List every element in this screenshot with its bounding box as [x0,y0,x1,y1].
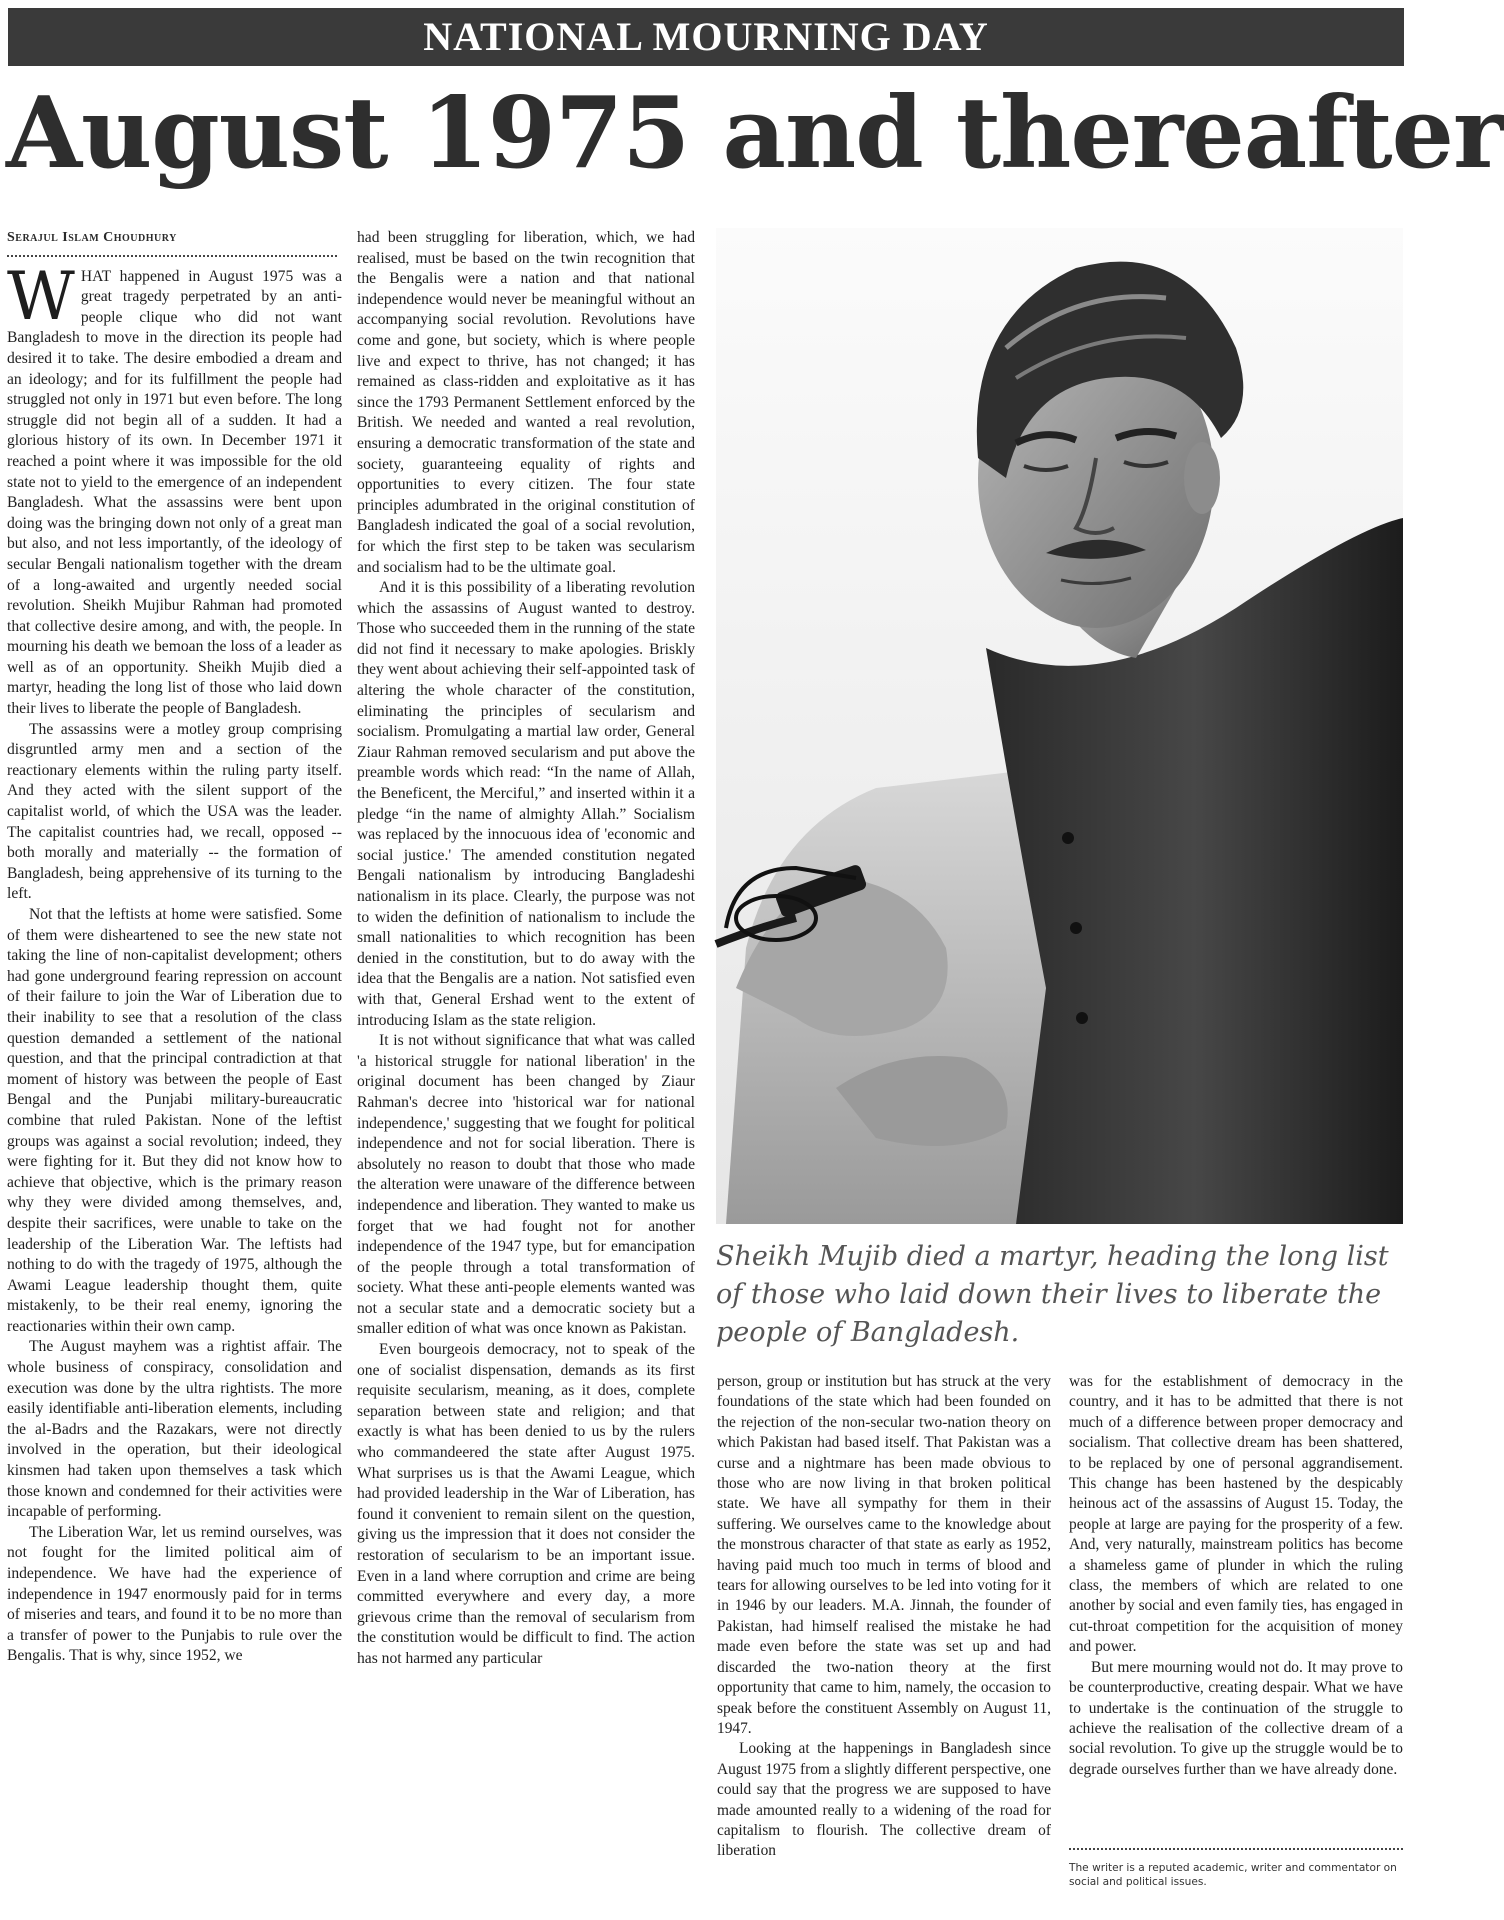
paragraph [7,257,342,720]
article-column-4 [1069,1372,1403,1778]
footnote-divider [1069,1846,1403,1850]
paragraph: Looking at the happenings in Bangladesh since August 1975 from a slightly different perspective, one could say that the progress we are supposed to have made amounted really to a widening of the road for capitalism to flourish. The collective dream of liberation [717,1740,1051,1860]
paragraph: Not that the leftists at home were satisfied. Some of them were disheartened to see the new state not taking the line of non-capitalist development; others had gone underground fearing repression on account of their failure to join the War of Liberation due to their inability to see that a resolution of the class question demanded a settlement of the national question, and that the principal contradiction at that moment of history was between the people of East Bengal and the Punjabi military-bureaucratic combine that ruled Pakistan. None of the leftist groups was against a social revolution; indeed, they were fighting for it. But they did not know how to achieve that objective, which is the primary reason why they were divided among themselves, and, despite their sacrifices, were unable to take on the leadership of the Liberation War. The leftists had nothing to do with the tragedy of 1975, although the Awami League leadership thought them, quite mistakenly, to be their real enemy, ignoring the reactionaries within their own camp. [7,906,342,1335]
drop-cap: W [7,257,75,335]
article-column-3 [717,1372,1051,1860]
paragraph-text: HAT happened in August 1975 was a great tragedy perpetrated by an anti-people clique who did not want Bangladesh to move in the direction its people had desired it to take. The desire embodied a dream and an ideology; and for its fulfillment the people had struggled not only in 1971 but even before. The long struggle did not begin all of a sudden. It had a glorious history of its own. In December 1971 it reached a point where it was impossible for the old state not to yield to the emergence of an independent Bangladesh. What the assassins were bent upon doing was the bringing down not only of a great man but also, and not less importantly, of the ideology of secular Bengali nationalism together with the dream of a long-awaited and urgently needed social revolution. Sheikh Mujibur Rahman had promoted that collective desire among, and with, the people. In mourning his death we bemoan the loss of a leader as well as of an opportunity. Sheikh Mujib died a martyr, heading the long list of those who laid down their lives to liberate the people of Bangladesh. [7,267,342,718]
paragraph: Even bourgeois democracy, not to speak of the one of socialist dispensation, demands as its first requisite secularism, meaning, as it does, complete separation between state and religion; and that exactly is what has been denied to us by the rulers who commandeered the state after August 1975. What surprises us is that the Awami League, which had provided leadership in the War of Liberation, has found it convenient to remain silent on the question, giving us the impression that it does not consider the restoration of secularism to be an important issue. Even in a land where corruption and crime are being committed everywhere and every day, a more grievous crime than the removal of secularism from the constitution would be difficult to find. The action has not harmed any particular [357,1341,695,1667]
portrait-illustration [716,228,1403,1224]
pull-quote: Sheikh Mujib died a martyr, heading the long list of those who laid down their lives to liberate the people of Bangladesh. [716,1241,1389,1348]
paragraph: And it is this possibility of a liberating revolution which the assassins of August wanted to destroy. Those who succeeded them in the running of the state did not find it necessary to make apologies. Briskly they went about achieving their self-appointed task of altering the whole character of the constitution, eliminating the principles of secularism and socialism. Promulgating a martial law order, General Ziaur Rahman removed secularism and put above the preamble words which read: “In the name of Allah, the Beneficent, the Merciful,” and inserted within it a pledge “in the name of almighty Allah.” Socialism was replaced by the innocuous idea of 'economic and social justice.' The amended constitution negated Bengali nationalism by introducing Bangladeshi nationalism in its place. Clearly, the purpose was not to widen the definition of nationalism to include the small nationalities to which recognition has been denied in the constitution, but to do away with the idea that the Bengalis are a nation. Not satisfied even with that, General Ershad went to the extent of introducing Islam as the state religion. [357,579,695,1029]
paragraph: person, group or institution but has struck at the very foundations of the state which had been founded on the rejection of the non-secular two-nation theory on which Pakistan had based itself. That Pakistan was a curse and a nightmare has been made obvious to those who are now living in that broken political state. We have all sympathy for them in their suffering. We ourselves came to the knowledge about the monstrous character of that state as early as 1952, having paid much too much in terms of blood and tears for allowing ourselves to be led into voting for it in 1946 by our leaders. M.A. Jinnah, the founder of Pakistan, had himself realised the mistake he had made even before the state was set up and had discarded the two-nation theory at the first opportunity that came to him, namely, the occasion to speak before the constituent Assembly on August 11, 1947. [717,1373,1051,1737]
article-column-2 [357,228,695,1916]
section-banner: NATIONAL MOURNING DAY [8,8,1404,66]
paragraph: was for the establishment of democracy in the country, and it has to be admitted that there is not much of a difference between proper democracy and socialism. That collective dream has been shattered, to be replaced by one of personal aggrandisement. This change has been hastened by the despicably heinous act of the assassins of August 15. Today, the people at large are paying for the prosperity of a few. And, very naturally, mainstream politics has become a shameless game of plunder in which the ruling class, the members of which are related to one another by social and even family ties, has engaged in cut-throat competition for the acquisition of money and power. [1069,1373,1403,1656]
author-footnote: The writer is a reputed academic, writer and commentator on social and political issues. [1069,1862,1397,1888]
paragraph: The Liberation War, let us remind ourselves, was not fought for the limited political aim of independence. We have had the experience of independence in 1947 enormously paid for in terms of miseries and tears, and found it to be no more than a transfer of power to the Punjabis to rule over the Bengalis. That is why, since 1952, we [7,1523,342,1665]
article-headline: August 1975 and thereafter [6,76,1504,191]
paragraph: It is not without significance that what was called 'a historical struggle for national liberation' in the original document has been changed by Ziaur Rahman's decree into 'historical war for national independence,' suggesting that we fought for political independence and not for social liberation. There is absolutely no reason to doubt that those who made the alteration were unaware of the difference between independence and liberation. They wanted to make us forget that we had fought not for another independence of the 1947 type, but for emancipation of the people through a total transformation of society. What these anti-people elements wanted was not a secular state and a democratic society but a smaller edition of what was once known as Pakistan. [357,1032,695,1338]
byline-divider [7,253,337,257]
article-column-1 [7,228,342,1916]
portrait-photo [716,228,1403,1224]
paragraph: The assassins were a motley group comprising disgruntled army men and a section of the reactionary elements within the ruling party itself. And they acted with the silent support of the capitalist world, of which the USA was the leader. The capitalist countries had, we recall, opposed -- both morally and materially -- the formation of Bangladesh, being apprehensive of its turning to the left. [7,720,342,903]
author-byline: Serajul Islam Choudhury [7,230,177,245]
paragraph: The August mayhem was a rightist affair. The whole business of conspiracy, consolidation and execution was done by the ultra rightists. The more easily identifiable anti-liberation elements, including the al-Badrs and the Razakars, were not directly involved in the operation, but their ideological kinsmen had taken upon themselves a task which those known and condemned for their activities were incapable of performing. [7,1338,342,1521]
paragraph: But mere mourning would not do. It may prove to be counterproductive, creating despair. What we have to undertake is the continuation of the struggle to achieve the realisation of the collective dream of a social revolution. To give up the struggle would be to degrade ourselves further than we have already done. [1069,1658,1403,1778]
paragraph: had been struggling for liberation, which, we had realised, must be based on the twin recognition that the Bengalis were a nation and that national independence would never be meaningful without an accompanying social revolution. Revolutions have come and gone, but society, which is where people live and expect to thrive, has not changed; it has remained as class-ridden and exploitative as it has since the 1793 Permanent Settlement enforced by the British. We needed and wanted a real revolution, ensuring a democratic transformation of the state and society, guaranteeing equality of rights and opportunities to every citizen. The four state principles adumbrated in the original constitution of Bangladesh indicated the goal of a social revolution, for which the first step to be taken was secularism and socialism had to be the ultimate goal. [357,229,695,576]
